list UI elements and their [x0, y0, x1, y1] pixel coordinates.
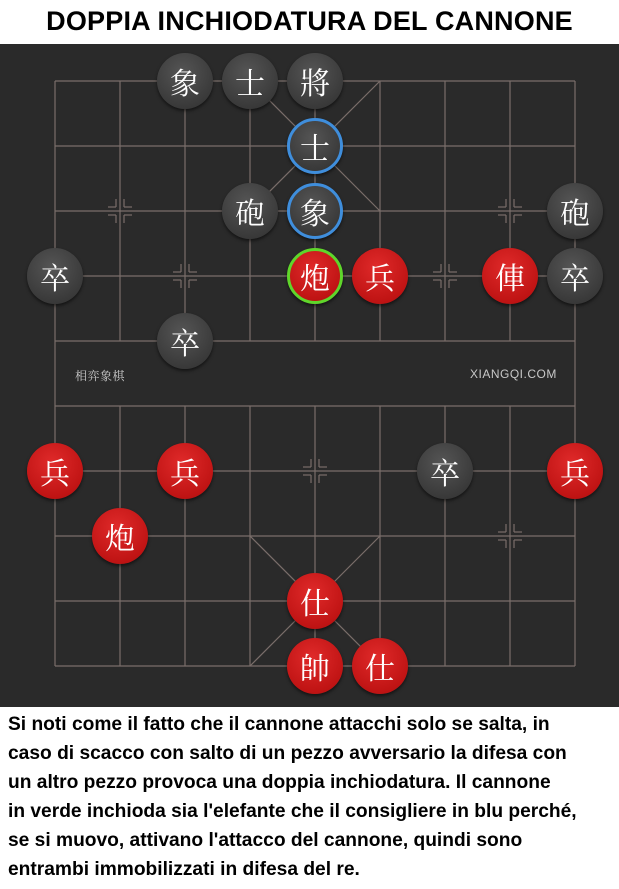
- piece-red-soldier-crossed[interactable]: 兵: [352, 248, 408, 304]
- piece-black-cannon-right[interactable]: 砲: [547, 183, 603, 239]
- caption-line: caso di scacco con salto di un pezzo avversario la difesa con: [8, 743, 567, 764]
- xiangqi-board[interactable]: [0, 44, 619, 707]
- piece-black-soldier-2[interactable]: 卒: [547, 248, 603, 304]
- caption-line: se si muovo, attivano l'attacco del cannone, quindi sono: [8, 830, 523, 851]
- caption-line: un altro pezzo provoca una doppia inchiodatura. Il cannone: [8, 772, 551, 793]
- piece-black-general[interactable]: 將: [287, 53, 343, 109]
- piece-black-elephant-top[interactable]: 象: [157, 53, 213, 109]
- caption-line: in verde inchioda sia l'elefante che il consigliere in blu perché,: [8, 801, 577, 822]
- piece-black-elephant-pinned[interactable]: 象: [287, 183, 343, 239]
- piece-black-cannon-left[interactable]: 砲: [222, 183, 278, 239]
- piece-black-advisor-pinned[interactable]: 士: [287, 118, 343, 174]
- caption-text: [8, 710, 618, 884]
- caption-line: Si noti come il fatto che il cannone attacchi solo se salta, in: [8, 714, 550, 735]
- piece-red-soldier-1[interactable]: 兵: [27, 443, 83, 499]
- piece-black-soldier-1[interactable]: 卒: [27, 248, 83, 304]
- piece-black-advisor-top[interactable]: 士: [222, 53, 278, 109]
- piece-black-soldier-crossed[interactable]: 卒: [417, 443, 473, 499]
- piece-red-cannon-pinning[interactable]: 炮: [287, 248, 343, 304]
- caption-line: entrambi immobilizzati in difesa del re.: [8, 859, 360, 880]
- piece-red-chariot[interactable]: 俥: [482, 248, 538, 304]
- piece-black-soldier-3[interactable]: 卒: [157, 313, 213, 369]
- piece-red-advisor-right[interactable]: 仕: [352, 638, 408, 694]
- page-title: DOPPIA INCHIODATURA DEL CANNONE: [46, 6, 573, 36]
- piece-red-advisor-center[interactable]: 仕: [287, 573, 343, 629]
- piece-red-soldier-3[interactable]: 兵: [547, 443, 603, 499]
- piece-red-soldier-2[interactable]: 兵: [157, 443, 213, 499]
- river-label-site: XIANGQI.COM: [470, 367, 557, 381]
- piece-red-general[interactable]: 帥: [287, 638, 343, 694]
- piece-red-cannon[interactable]: 炮: [92, 508, 148, 564]
- river-label-chinese: 相弈象棋: [75, 369, 126, 383]
